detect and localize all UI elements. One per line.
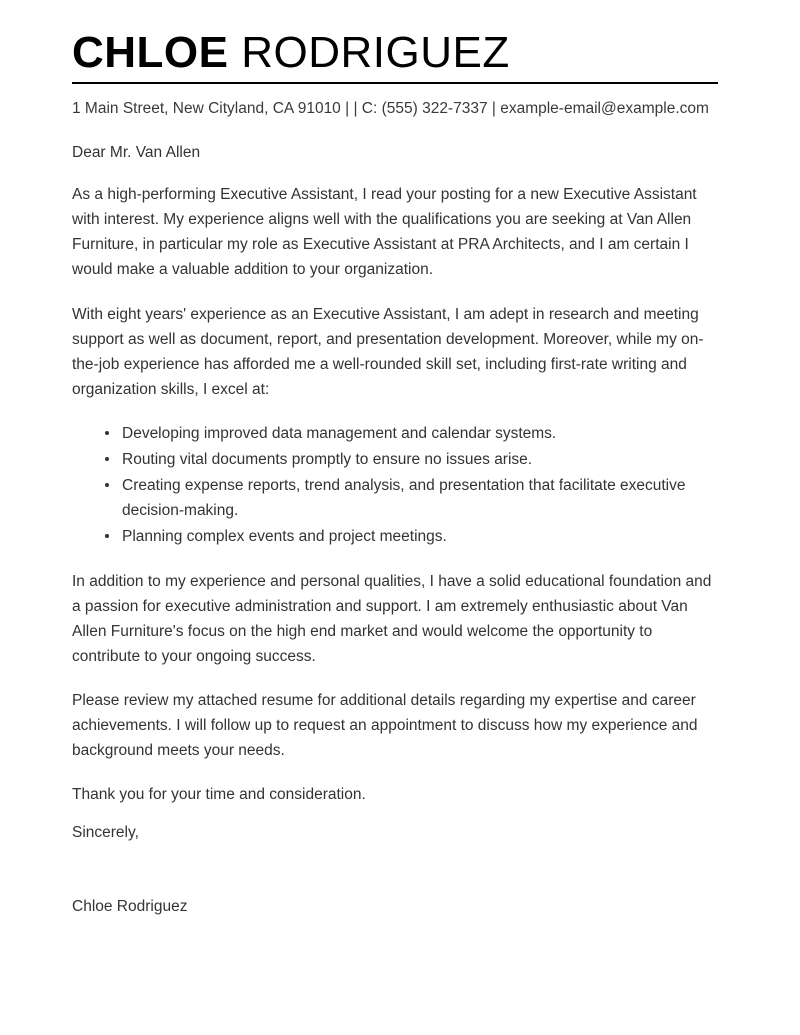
- paragraph-qualities: In addition to my experience and personal qualities, I have a solid educational foundation and a passion for executive administration and support. I am extremely enthusiastic about Van Allen Furniture's focus on the high end market and would welcome the opportunity to contribute to your ongoing success.: [72, 572, 712, 665]
- list-item: Creating expense reports, trend analysis, and presentation that facilitate executive decision-making.: [105, 473, 720, 523]
- paragraph-intro: As a high-performing Executive Assistant, I read your posting for a new Executive Assistant with interest. My experience aligns well with the qualifications you are seeking at Van Allen Furniture, in particular my role as Executive Assistant at PRA Architects, and I am certain I would make a valuable addition to your organization.: [72, 186, 697, 279]
- skills-list: [72, 421, 720, 550]
- contact-line: 1 Main Street, New Cityland, CA 91010 | | C: (555) 322-7337 | example-email@example.com: [72, 100, 709, 118]
- list-item: Planning complex events and project meetings.: [105, 524, 720, 549]
- signature-space: [72, 846, 728, 894]
- signoff-line: Sincerely,: [72, 824, 139, 842]
- list-item: Routing vital documents promptly to ensure no issues arise.: [105, 447, 720, 472]
- signature-name: Chloe Rodriguez: [72, 897, 188, 915]
- header-divider: [72, 82, 718, 84]
- letterhead: [72, 0, 728, 121]
- list-item: Developing improved data management and calendar systems.: [105, 421, 720, 446]
- salutation: Dear Mr. Van Allen: [72, 144, 201, 162]
- thank-you-line: Thank you for your time and consideration.: [72, 786, 366, 804]
- paragraph-experience: With eight years' experience as an Executive Assistant, I am adept in research and meeting support as well as document, report, and presentation development. Moreover, while my on-the-job experience has afforded me a well-rounded skill set, including first-rate writing and organization skills, I excel at:: [72, 305, 704, 398]
- letter-body: [72, 141, 728, 918]
- paragraph-resume-followup: Please review my attached resume for additional details regarding my expertise and career achievements. I will follow up to request an appointment to discuss how my experience and background meets your needs.: [72, 691, 698, 760]
- first-name: CHLOE: [72, 28, 229, 77]
- last-name: RODRIGUEZ: [228, 28, 510, 77]
- page-title: [72, 30, 728, 82]
